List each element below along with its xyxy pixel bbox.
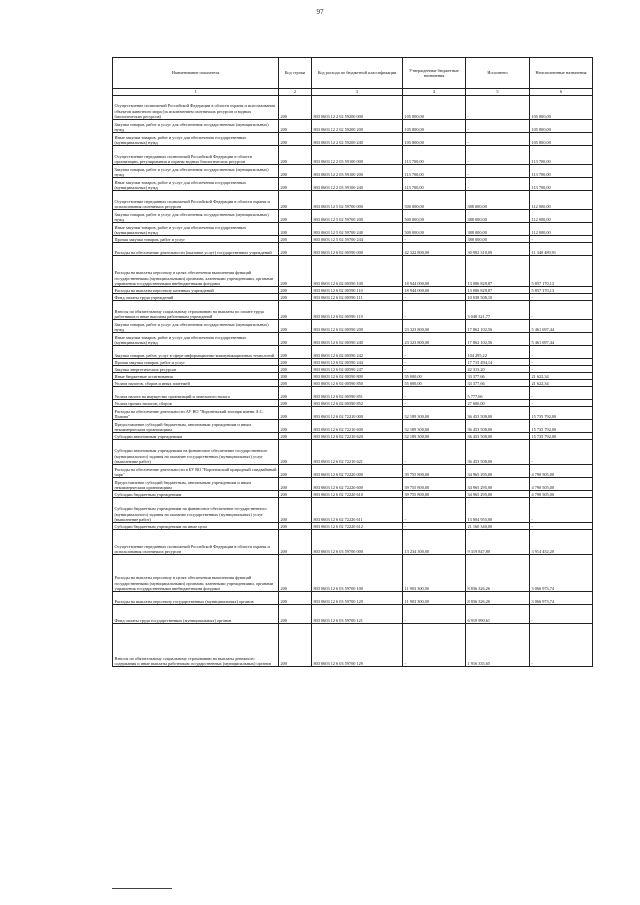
row-left: - bbox=[530, 301, 593, 320]
row-code: 200 bbox=[279, 380, 312, 387]
row-code: 200 bbox=[279, 433, 312, 440]
table-row bbox=[113, 346, 593, 359]
row-approved: 13 234 300,00 bbox=[403, 530, 466, 555]
row-name: Субсидии автономным учреждениям bbox=[113, 433, 279, 440]
row-code: 200 bbox=[279, 407, 312, 420]
row-code: 200 bbox=[279, 624, 312, 667]
row-approved: - bbox=[403, 387, 466, 400]
row-approved: 11 903 300,00 bbox=[403, 555, 466, 592]
row-code: 200 bbox=[279, 530, 312, 555]
row-left: - bbox=[530, 236, 593, 243]
row-kbk: 803 0603 12 6 02 00590 200 bbox=[312, 320, 403, 333]
row-done: 1 916 335,65 bbox=[466, 624, 530, 667]
row-kbk: 803 0603 12 6 02 72220 600 bbox=[312, 478, 403, 491]
row-approved: - bbox=[403, 294, 466, 301]
row-approved: 23 323 800,00 bbox=[403, 333, 466, 346]
row-done: 36 453 508,00 bbox=[466, 440, 530, 465]
header-approved: Утвержденные бюджетные назначения bbox=[403, 58, 466, 89]
col-number: 5 bbox=[466, 89, 530, 96]
row-name: Субсидии бюджетным учреждениям на иные цели bbox=[113, 523, 279, 530]
row-approved: - bbox=[403, 346, 466, 359]
row-name: Расходы на выплаты персоналу казенных учреждений bbox=[113, 287, 279, 294]
row-code: 200 bbox=[279, 359, 312, 366]
col-number: 1 bbox=[113, 89, 279, 96]
row-done: 27 600,00 bbox=[466, 400, 530, 407]
row-kbk: 803 0603 12 6 02 72210 621 bbox=[312, 440, 403, 465]
row-approved: - bbox=[403, 498, 466, 523]
row-done: 8 836 326,26 bbox=[466, 555, 530, 592]
row-code: 200 bbox=[279, 191, 312, 210]
col-number: 2 bbox=[279, 89, 312, 96]
row-done: 388 000,00 bbox=[466, 236, 530, 243]
col-number: 6 bbox=[530, 89, 593, 96]
row-code: 200 bbox=[279, 294, 312, 301]
table-row bbox=[113, 236, 593, 243]
row-done: 36 453 508,00 bbox=[466, 407, 530, 420]
row-name: Субсидии автономным учреждениям на финансовое обеспечение государственного (муниципального) задания на оказание государственных (муниципальных) услуг (выполнение работ) bbox=[113, 440, 279, 465]
row-kbk: 803 0603 12 6 02 00590 119 bbox=[312, 301, 403, 320]
row-name: Осуществление переданных полномочий Российской Федерации в области охраны и использования охотничьих ресурсов bbox=[113, 530, 279, 555]
row-name: Расходы на выплаты персоналу в целях обеспечения выполнения функций государственными (муниципальными) органами, казенными учреждениями, органами управления государственными внебюджетными фондами bbox=[113, 256, 279, 287]
row-kbk: 803 0603 12 6 02 00590 850 bbox=[312, 380, 403, 387]
table-row bbox=[113, 387, 593, 400]
row-left: 5 461 697,44 bbox=[530, 320, 593, 333]
row-approved: - bbox=[403, 236, 466, 243]
row-kbk: 803 0603 12 6 02 72210 600 bbox=[312, 420, 403, 433]
table-row bbox=[113, 243, 593, 256]
row-code: 200 bbox=[279, 223, 312, 236]
row-left: - bbox=[530, 359, 593, 366]
table-row bbox=[113, 178, 593, 191]
row-approved: 105 800,00 bbox=[403, 96, 466, 120]
row-name: Уплата налога на имущество организаций и земельного налога bbox=[113, 387, 279, 400]
row-left: 112 000,00 bbox=[530, 223, 593, 236]
row-name: Закупка товаров, работ, услуг в сфере информационно-коммуникационных технологий bbox=[113, 346, 279, 359]
row-done: 13 086 829,87 bbox=[466, 287, 530, 294]
row-name: Предоставление субсидий бюджетным, автономным учреждениям и иным некоммерческим организациям bbox=[113, 420, 279, 433]
row-left: 11 340 489,91 bbox=[530, 243, 593, 256]
row-name: Уплата прочих налогов, сборов bbox=[113, 400, 279, 407]
row-done: 34 965 295,00 bbox=[466, 478, 530, 491]
row-left: - bbox=[530, 346, 593, 359]
header-left: Неисполненные назначения bbox=[530, 58, 593, 89]
row-done: - bbox=[466, 120, 530, 133]
table-row bbox=[113, 301, 593, 320]
row-done: - bbox=[466, 146, 530, 165]
row-kbk: 803 0603 12 5 02 59700 240 bbox=[312, 223, 403, 236]
row-left: 21 622,34 bbox=[530, 373, 593, 380]
row-left: 105 800,00 bbox=[530, 120, 593, 133]
row-left: 113 700,00 bbox=[530, 146, 593, 165]
row-left: 105 800,00 bbox=[530, 96, 593, 120]
row-approved: 105 800,00 bbox=[403, 133, 466, 146]
table-row bbox=[113, 165, 593, 178]
row-kbk: 803 0603 12 6 03 59700 129 bbox=[312, 624, 403, 667]
row-done: 17 715 494,14 bbox=[466, 359, 530, 366]
row-name: Прочая закупка товаров, работ и услуг bbox=[113, 236, 279, 243]
row-done: - bbox=[466, 96, 530, 120]
row-name: Расходы на обеспечение деятельности в БУ ВО "Воронежский природный спидвайпный парк" bbox=[113, 465, 279, 478]
table-row bbox=[113, 498, 593, 523]
row-approved: 52 189 300,00 bbox=[403, 407, 466, 420]
row-kbk: 803 0603 12 2 02 59200 240 bbox=[312, 133, 403, 146]
row-approved: 55 000,00 bbox=[403, 380, 466, 387]
row-done: 5 777,66 bbox=[466, 387, 530, 400]
row-kbk: 803 0603 12 6 02 00590 240 bbox=[312, 333, 403, 346]
row-left: - bbox=[530, 387, 593, 400]
row-done: 36 453 508,00 bbox=[466, 420, 530, 433]
table-row bbox=[113, 333, 593, 346]
row-name: Закупка товаров, работ и услуг для обеспечения государственных (муниципальных) нужд bbox=[113, 165, 279, 178]
row-name: Закупка товаров, работ и услуг для обеспечения государственных (муниципальных) нужд bbox=[113, 120, 279, 133]
row-code: 200 bbox=[279, 366, 312, 373]
row-code: 200 bbox=[279, 243, 312, 256]
row-name: Осуществление полномочий Российской Федерации в области охраны и использования объектов животного мира (за исключением охотничьих ресурсов и водных биологических ресурсов) bbox=[113, 96, 279, 120]
row-left: - bbox=[530, 366, 593, 373]
row-approved: - bbox=[403, 523, 466, 530]
row-approved: 113 700,00 bbox=[403, 178, 466, 191]
row-kbk: 803 0603 12 2 03 59100 200 bbox=[312, 165, 403, 178]
row-name: Иные бюджетные ассигнования bbox=[113, 373, 279, 380]
row-name: Иные закупки товаров, работ и услуг для обеспечения государственных (муниципальных) нужд bbox=[113, 178, 279, 191]
table-row bbox=[113, 433, 593, 440]
row-left: 4 790 505,00 bbox=[530, 465, 593, 478]
row-code: 200 bbox=[279, 387, 312, 400]
row-code: 200 bbox=[279, 523, 312, 530]
row-code: 200 bbox=[279, 178, 312, 191]
row-kbk: 803 0603 12 6 02 00590 851 bbox=[312, 387, 403, 400]
row-left: 4 790 505,00 bbox=[530, 478, 593, 491]
row-left: 113 700,00 bbox=[530, 178, 593, 191]
row-kbk: 803 0603 12 6 02 00590 110 bbox=[312, 287, 403, 294]
row-done: 21 160 340,00 bbox=[466, 523, 530, 530]
row-approved: 42 322 800,00 bbox=[403, 243, 466, 256]
row-left: 5 857 170,13 bbox=[530, 287, 593, 294]
col-number: 3 bbox=[312, 89, 403, 96]
table-row bbox=[113, 96, 593, 120]
row-done: 13 804 955,00 bbox=[466, 498, 530, 523]
column-number-row bbox=[113, 89, 593, 96]
table-row bbox=[113, 359, 593, 366]
row-code: 200 bbox=[279, 373, 312, 380]
row-name: Субсидии бюджетным учреждениям на финансовое обеспечение государственного (муниципального) задания на оказание государственных (муниципальных) услуг (выполнение работ) bbox=[113, 498, 279, 523]
table-row bbox=[113, 407, 593, 420]
page-number: 97 bbox=[316, 8, 324, 16]
row-approved: 39 755 800,00 bbox=[403, 465, 466, 478]
row-name: Прочая закупка товаров, работ и услуг bbox=[113, 359, 279, 366]
row-code: 200 bbox=[279, 210, 312, 223]
row-kbk: 803 0603 12 6 02 00590 111 bbox=[312, 294, 403, 301]
row-left: 3 914 452,20 bbox=[530, 530, 593, 555]
table-row bbox=[113, 530, 593, 555]
table-row bbox=[113, 320, 593, 333]
row-approved: 113 700,00 bbox=[403, 165, 466, 178]
row-name: Взносы по обязательному социальному страхованию на выплаты по оплате труда работников и иные выплаты работникам учреждений bbox=[113, 301, 279, 320]
row-code: 200 bbox=[279, 465, 312, 478]
row-done: 8 836 326,26 bbox=[466, 592, 530, 605]
row-name: Закупка товаров, работ и услуг для обеспечения государственных (муниципальных) нужд bbox=[113, 210, 279, 223]
row-done: 36 453 508,00 bbox=[466, 433, 530, 440]
table-row bbox=[113, 440, 593, 465]
header-row bbox=[113, 58, 593, 89]
row-code: 200 bbox=[279, 133, 312, 146]
row-done: 3 048 321,77 bbox=[466, 301, 530, 320]
row-approved: 105 800,00 bbox=[403, 120, 466, 133]
table-row bbox=[113, 191, 593, 210]
row-approved: 500 000,00 bbox=[403, 223, 466, 236]
col-number: 4 bbox=[403, 89, 466, 96]
row-done: 13 086 829,87 bbox=[466, 256, 530, 287]
row-kbk: 803 0603 12 6 02 00590 100 bbox=[312, 256, 403, 287]
row-done: 10 038 508,10 bbox=[466, 294, 530, 301]
row-name: Закупка товаров, работ и услуг для обеспечения государственных (муниципальных) нужд bbox=[113, 320, 279, 333]
row-kbk: 803 0603 12 2 03 59100 000 bbox=[312, 146, 403, 165]
row-name: Осуществление переданных полномочий Российской Федерации в области охраны и использования охотничьих ресурсов bbox=[113, 191, 279, 210]
row-approved: 52 189 300,00 bbox=[403, 433, 466, 440]
table-row bbox=[113, 605, 593, 624]
row-kbk: 803 0603 12 2 02 59200 000 bbox=[312, 96, 403, 120]
row-approved: 18 944 000,00 bbox=[403, 256, 466, 287]
row-done: 388 000,00 bbox=[466, 223, 530, 236]
table-row bbox=[113, 223, 593, 236]
table-row bbox=[113, 491, 593, 498]
row-code: 200 bbox=[279, 301, 312, 320]
row-code: 200 bbox=[279, 346, 312, 359]
row-approved: 500 000,00 bbox=[403, 210, 466, 223]
row-code: 200 bbox=[279, 146, 312, 165]
row-left: 4 790 505,00 bbox=[530, 491, 593, 498]
row-approved: - bbox=[403, 605, 466, 624]
row-code: 200 bbox=[279, 605, 312, 624]
row-kbk: 803 0603 12 6 02 72220 612 bbox=[312, 523, 403, 530]
table-row bbox=[113, 373, 593, 380]
row-left: - bbox=[530, 624, 593, 667]
row-approved: 39 755 800,00 bbox=[403, 478, 466, 491]
row-done: 33 377,66 bbox=[466, 380, 530, 387]
table-row bbox=[113, 210, 593, 223]
row-left: - bbox=[530, 605, 593, 624]
row-left: 15 735 792,00 bbox=[530, 407, 593, 420]
row-code: 200 bbox=[279, 287, 312, 294]
row-name: Предоставление субсидий бюджетным, автономным учреждениям и иным некоммерческим организациям bbox=[113, 478, 279, 491]
row-kbk: 803 0603 12 2 02 59200 200 bbox=[312, 120, 403, 133]
row-done: 42 313,20 bbox=[466, 366, 530, 373]
row-kbk: 803 0603 12 6 02 72220 000 bbox=[312, 465, 403, 478]
row-code: 200 bbox=[279, 478, 312, 491]
table-row bbox=[113, 146, 593, 165]
row-left: - bbox=[530, 498, 593, 523]
row-code: 200 bbox=[279, 555, 312, 592]
row-left: 5 461 697,44 bbox=[530, 333, 593, 346]
table-row bbox=[113, 478, 593, 491]
row-kbk: 803 0603 12 5 02 59700 200 bbox=[312, 210, 403, 223]
table-row bbox=[113, 523, 593, 530]
row-code: 200 bbox=[279, 400, 312, 407]
table-row bbox=[113, 133, 593, 146]
row-code: 200 bbox=[279, 420, 312, 433]
row-left: 5 857 170,13 bbox=[530, 256, 593, 287]
row-left: - bbox=[530, 523, 593, 530]
row-approved: - bbox=[403, 440, 466, 465]
table-row bbox=[113, 294, 593, 301]
row-kbk: 803 0603 12 6 02 72210 620 bbox=[312, 433, 403, 440]
row-name: Закупка энергетических ресурсов bbox=[113, 366, 279, 373]
row-done: 9 319 847,80 bbox=[466, 530, 530, 555]
row-approved: 23 323 800,00 bbox=[403, 320, 466, 333]
row-name: Фонд оплаты труда учреждений bbox=[113, 294, 279, 301]
row-done: - bbox=[466, 178, 530, 191]
row-kbk: 803 0603 12 2 03 59100 240 bbox=[312, 178, 403, 191]
row-done: 388 000,00 bbox=[466, 210, 530, 223]
table-row bbox=[113, 400, 593, 407]
row-name: Осуществление переданных полномочий Российской Федерации в области организации, регулирования и охраны водных биологических ресурсов bbox=[113, 146, 279, 165]
row-left: 3 066 973,74 bbox=[530, 555, 593, 592]
row-approved: 500 000,00 bbox=[403, 191, 466, 210]
row-approved: - bbox=[403, 624, 466, 667]
row-code: 200 bbox=[279, 333, 312, 346]
row-left: 3 066 973,74 bbox=[530, 592, 593, 605]
row-kbk: 803 0603 12 6 03 59700 100 bbox=[312, 555, 403, 592]
row-name: Расходы на обеспечение деятельности АУ ВО "Воронежский зоопарк имени А.С. Попова" bbox=[113, 407, 279, 420]
table-row bbox=[113, 624, 593, 667]
row-name: Фонд оплаты труда государственных (муниципальных) органов bbox=[113, 605, 279, 624]
row-kbk: 803 0603 12 6 03 59700 121 bbox=[312, 605, 403, 624]
row-approved: 113 700,00 bbox=[403, 146, 466, 165]
row-kbk: 803 0603 12 6 02 00590 000 bbox=[312, 243, 403, 256]
row-approved: 11 903 300,00 bbox=[403, 592, 466, 605]
row-left: 112 000,00 bbox=[530, 210, 593, 223]
row-kbk: 803 0603 12 6 02 00590 244 bbox=[312, 359, 403, 366]
table-row bbox=[113, 380, 593, 387]
row-done: 33 377,66 bbox=[466, 373, 530, 380]
row-done: 34 965 295,00 bbox=[466, 491, 530, 498]
row-approved: - bbox=[403, 301, 466, 320]
table-row bbox=[113, 287, 593, 294]
row-approved: - bbox=[403, 400, 466, 407]
row-code: 200 bbox=[279, 236, 312, 243]
row-code: 200 bbox=[279, 440, 312, 465]
row-done: 104 295,22 bbox=[466, 346, 530, 359]
row-kbk: 803 0603 12 6 02 72220 610 bbox=[312, 491, 403, 498]
row-kbk: 803 0603 12 6 02 72220 611 bbox=[312, 498, 403, 523]
row-left: - bbox=[530, 294, 593, 301]
table-row bbox=[113, 465, 593, 478]
row-name: Иные закупки товаров, работ и услуг для обеспечения государственных (муниципальных) нужд bbox=[113, 223, 279, 236]
row-kbk: 803 0603 12 6 02 00590 852 bbox=[312, 400, 403, 407]
table-row bbox=[113, 420, 593, 433]
header-name: Наименование показателя bbox=[113, 58, 279, 89]
table-row bbox=[113, 592, 593, 605]
row-left: - bbox=[530, 440, 593, 465]
row-left: 105 800,00 bbox=[530, 133, 593, 146]
row-name: Расходы на выплаты персоналу в целях обеспечения выполнения функций государственными (муниципальными) органами, казенными учреждениями, органами управления государственными внебюджетными фондами bbox=[113, 555, 279, 592]
footer-rule bbox=[112, 888, 172, 889]
row-name: Иные закупки товаров, работ и услуг для обеспечения государственных (муниципальных) нужд bbox=[113, 333, 279, 346]
row-done: - bbox=[466, 165, 530, 178]
row-done: 17 862 102,56 bbox=[466, 333, 530, 346]
row-code: 200 bbox=[279, 256, 312, 287]
row-left: 15 735 792,00 bbox=[530, 420, 593, 433]
row-approved: 18 944 000,00 bbox=[403, 287, 466, 294]
row-code: 200 bbox=[279, 120, 312, 133]
row-kbk: 803 0603 12 6 03 59700 120 bbox=[312, 592, 403, 605]
row-name: Субсидии бюджетным учреждениям bbox=[113, 491, 279, 498]
row-approved: 52 189 300,00 bbox=[403, 420, 466, 433]
row-done: - bbox=[466, 133, 530, 146]
row-approved: - bbox=[403, 366, 466, 373]
row-done: 388 000,00 bbox=[466, 191, 530, 210]
row-approved: - bbox=[403, 359, 466, 366]
row-approved: 39 755 800,00 bbox=[403, 491, 466, 498]
header-kbk: Код расхода по бюджетной классификации bbox=[312, 58, 403, 89]
row-done: 6 919 990,61 bbox=[466, 605, 530, 624]
row-done: 30 982 310,09 bbox=[466, 243, 530, 256]
row-code: 200 bbox=[279, 320, 312, 333]
table-row bbox=[113, 555, 593, 592]
row-left: 15 735 792,00 bbox=[530, 433, 593, 440]
table-row bbox=[113, 366, 593, 373]
row-name: Иные закупки товаров, работ и услуг для обеспечения государственных (муниципальных) нужд bbox=[113, 133, 279, 146]
header-done: Исполнено bbox=[466, 58, 530, 89]
row-name: Расходы на выплаты персоналу государственных (муниципальных) органов bbox=[113, 592, 279, 605]
row-left: 21 622,34 bbox=[530, 380, 593, 387]
row-left: 113 700,00 bbox=[530, 165, 593, 178]
budget-execution-table bbox=[112, 57, 593, 667]
row-code: 200 bbox=[279, 165, 312, 178]
row-kbk: 803 0603 12 5 02 59700 244 bbox=[312, 236, 403, 243]
row-name: Взносы по обязательному социальному страхованию на выплаты денежного содержания и иные выплаты работникам государственных (муниципальных) органов bbox=[113, 624, 279, 667]
row-name: Уплата налогов, сборов и иных платежей bbox=[113, 380, 279, 387]
row-kbk: 803 0603 12 6 02 00590 242 bbox=[312, 346, 403, 359]
table-row bbox=[113, 256, 593, 287]
row-kbk: 803 0603 12 6 02 72210 000 bbox=[312, 407, 403, 420]
row-left: - bbox=[530, 400, 593, 407]
row-kbk: 803 0603 12 6 02 00590 800 bbox=[312, 373, 403, 380]
row-code: 200 bbox=[279, 592, 312, 605]
row-kbk: 803 0603 12 6 03 59700 000 bbox=[312, 530, 403, 555]
row-name: Расходы на обеспечение деятельности (оказание услуг) государственных учреждений bbox=[113, 243, 279, 256]
row-done: 17 862 102,56 bbox=[466, 320, 530, 333]
table-row bbox=[113, 120, 593, 133]
row-code: 200 bbox=[279, 498, 312, 523]
row-kbk: 803 0603 12 6 02 00590 247 bbox=[312, 366, 403, 373]
row-code: 200 bbox=[279, 96, 312, 120]
row-left: 112 000,00 bbox=[530, 191, 593, 210]
row-code: 200 bbox=[279, 491, 312, 498]
header-code: Код строки bbox=[279, 58, 312, 89]
row-approved: 55 000,00 bbox=[403, 373, 466, 380]
row-done: 34 965 295,00 bbox=[466, 465, 530, 478]
row-kbk: 803 0603 12 5 02 59700 000 bbox=[312, 191, 403, 210]
